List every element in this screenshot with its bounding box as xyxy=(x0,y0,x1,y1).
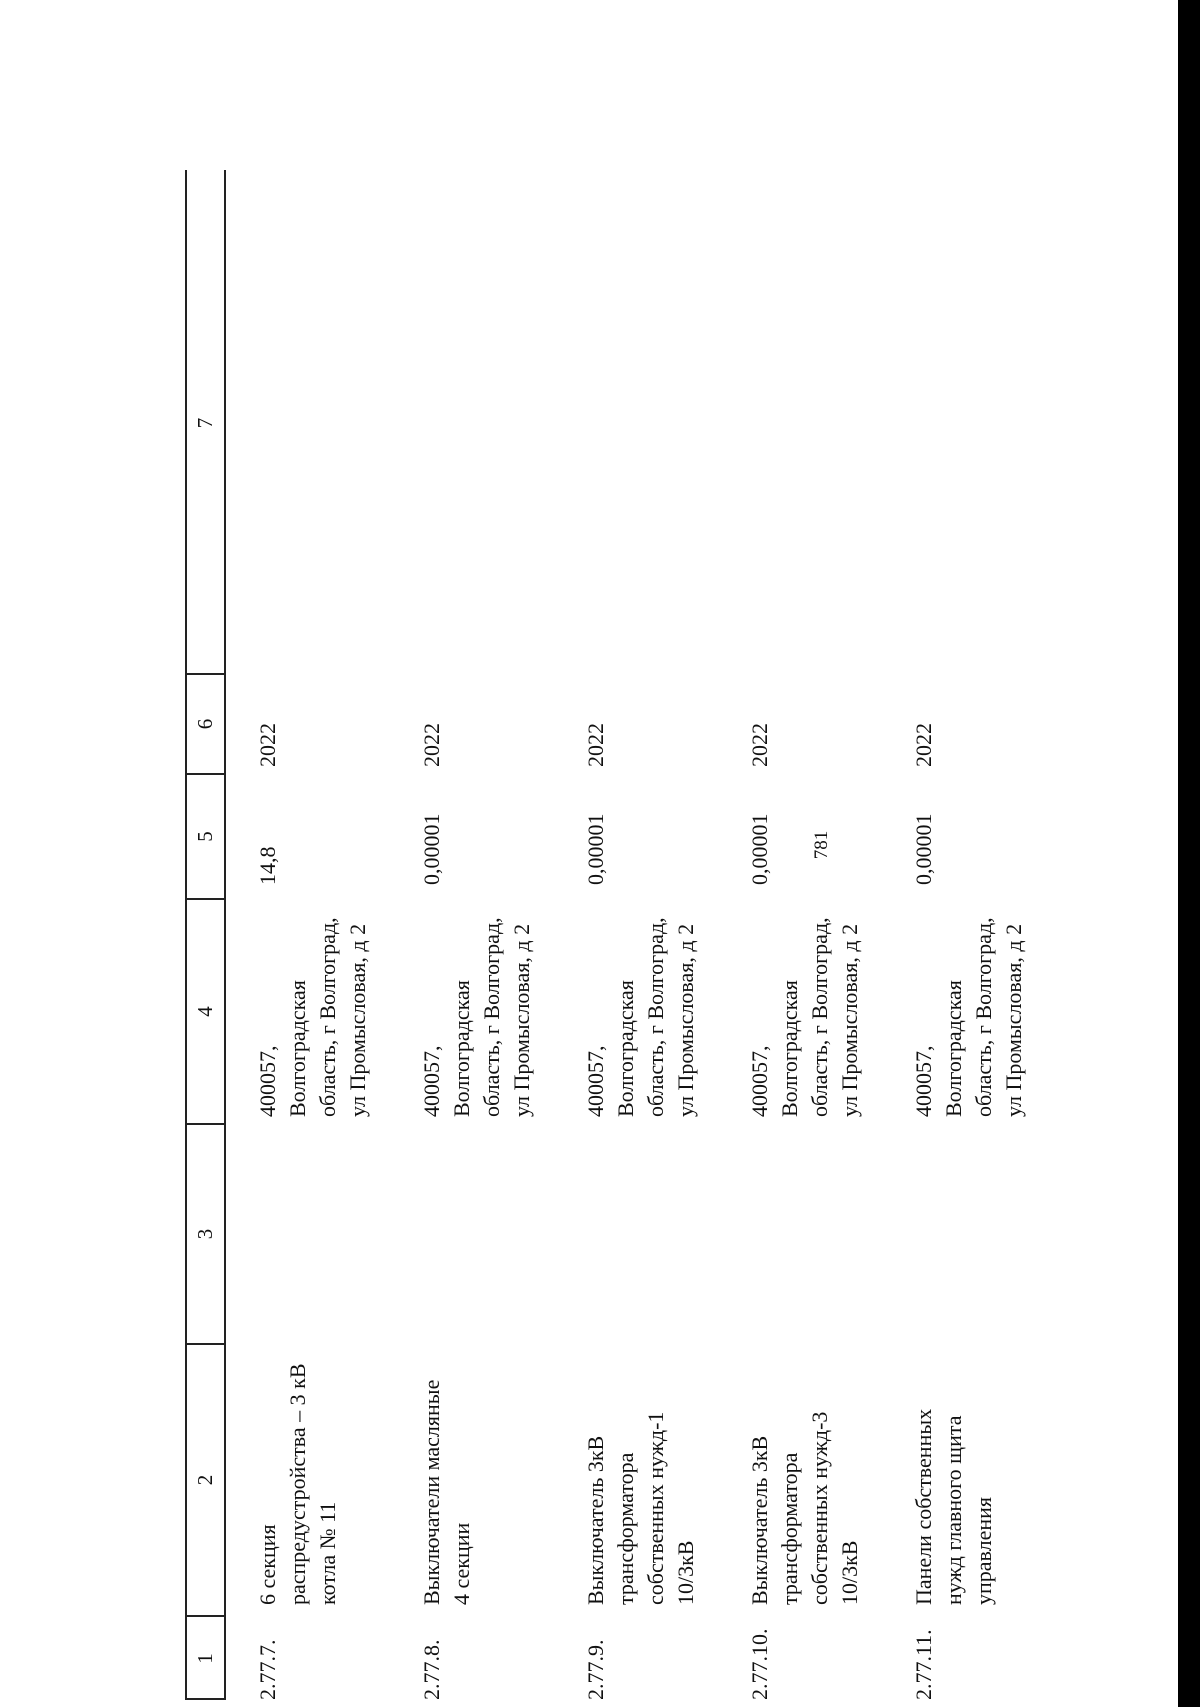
text-line: распредустройства – 3 кВ xyxy=(285,1363,310,1605)
text-line: ул Промысловая, д 2 xyxy=(673,923,698,1117)
column-header: 7 xyxy=(192,417,217,429)
value: 0,00001 xyxy=(583,813,608,885)
text-line: Выключатель 3кВ xyxy=(747,1435,772,1605)
object-name xyxy=(745,1412,865,1605)
text-line: трансформатора xyxy=(613,1452,638,1605)
table-row xyxy=(253,170,403,1700)
year: 2022 xyxy=(255,723,280,767)
text-line: котла № 11 xyxy=(315,1501,340,1605)
column-header: 6 xyxy=(192,718,217,730)
column-header: 2 xyxy=(192,1474,217,1486)
text-line: Волгоградская xyxy=(285,980,310,1117)
object-name xyxy=(417,1380,477,1605)
object-name xyxy=(909,1409,999,1605)
row-number: 2.77.9. xyxy=(583,1639,608,1700)
column-header: 4 xyxy=(192,1006,217,1017)
scan-dark-edge xyxy=(1178,0,1200,1707)
text-line: нужд главного щита xyxy=(941,1415,966,1605)
text-line: ул Промысловая, д 2 xyxy=(509,923,534,1117)
text-line: собственных нужд-3 xyxy=(807,1411,832,1605)
text-line: 10/3кВ xyxy=(673,1540,698,1605)
column-header: 5 xyxy=(192,831,217,842)
value: 0,00001 xyxy=(911,813,936,885)
text-line: 6 секция xyxy=(255,1524,280,1605)
row-number: 2.77.11. xyxy=(911,1629,936,1700)
text-line: Выключатель 3кВ xyxy=(583,1435,608,1605)
text-line: область, г Волгоград, xyxy=(315,917,340,1117)
data-table xyxy=(185,170,1026,1700)
text-line: Волгоградская xyxy=(941,980,966,1117)
value: 0,00001 xyxy=(419,813,444,885)
row-number: 2.77.7. xyxy=(255,1639,280,1700)
text-line: область, г Волгоград, xyxy=(479,917,504,1117)
address xyxy=(417,917,537,1117)
value: 0,00001 xyxy=(747,813,772,885)
year: 2022 xyxy=(747,723,772,767)
text-line: управления xyxy=(971,1496,996,1605)
text-line: область, г Волгоград, xyxy=(807,917,832,1117)
row-number: 2.77.8. xyxy=(419,1639,444,1700)
year: 2022 xyxy=(911,723,936,767)
text-line: область, г Волгоград, xyxy=(643,917,668,1117)
text-line: 400057, xyxy=(747,1045,772,1117)
table-row xyxy=(581,170,731,1700)
column-header: 3 xyxy=(192,1228,217,1240)
address xyxy=(745,917,865,1117)
text-line: область, г Волгоград, xyxy=(971,917,996,1117)
address xyxy=(581,917,701,1117)
text-line: собственных нужд-1 xyxy=(643,1411,668,1605)
text-line: Выключатели масляные xyxy=(419,1379,444,1605)
text-line: ул Промысловая, д 2 xyxy=(1001,923,1026,1117)
page-number: 781 xyxy=(811,830,832,860)
text-line: ул Промысловая, д 2 xyxy=(837,923,862,1117)
table-row xyxy=(417,170,567,1700)
table-row xyxy=(745,170,895,1700)
table-row xyxy=(909,170,1059,1700)
year: 2022 xyxy=(419,723,444,767)
object-name xyxy=(581,1412,701,1605)
year: 2022 xyxy=(583,723,608,767)
text-line: Волгоградская xyxy=(777,980,802,1117)
text-line: Панели собственных xyxy=(911,1408,936,1605)
text-line: 400057, xyxy=(255,1045,280,1117)
text-line: 10/3кВ xyxy=(837,1540,862,1605)
value: 14,8 xyxy=(255,846,280,885)
text-line: 400057, xyxy=(911,1045,936,1117)
text-line: ул Промысловая, д 2 xyxy=(345,923,370,1117)
address xyxy=(253,917,373,1117)
address xyxy=(909,917,1029,1117)
column-header: 1 xyxy=(192,1653,217,1664)
text-line: 4 секции xyxy=(449,1522,474,1605)
text-line: трансформатора xyxy=(777,1452,802,1605)
text-line: 400057, xyxy=(583,1045,608,1117)
text-line: Волгоградская xyxy=(449,980,474,1117)
row-number: 2.77.10. xyxy=(747,1628,772,1700)
text-line: 400057, xyxy=(419,1045,444,1117)
text-line: Волгоградская xyxy=(613,980,638,1117)
object-name xyxy=(253,1364,343,1606)
